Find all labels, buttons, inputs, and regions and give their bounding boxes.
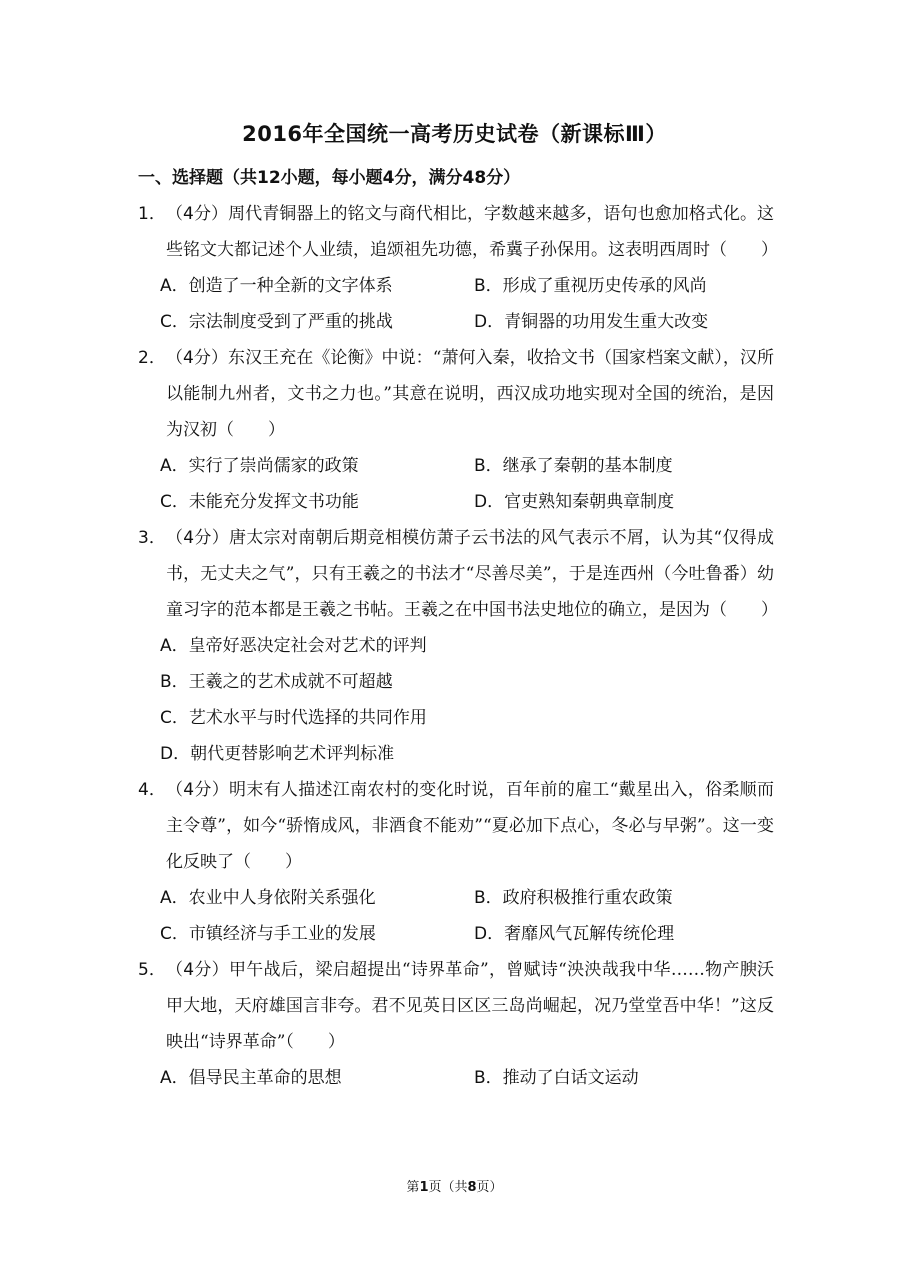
option-d — [474, 304, 788, 340]
option-letter: D． — [474, 312, 505, 332]
option-letter: A． — [160, 1068, 189, 1088]
option-text: 奢靡风气瓦解传统伦理 — [504, 924, 675, 944]
question-4 — [138, 772, 774, 952]
option-d — [474, 484, 788, 520]
option-column — [138, 628, 774, 772]
question-text-wrap — [166, 952, 774, 1060]
question-text: 唐太宗对南朝后期竞相模仿萧子云书法的风气表示不屑，认为其“仅得成书，无丈夫之气”，只有王羲之的书法才“尽善尽美”，于是连西州（今吐鲁番）幼童习字的范本都是王羲之书帖。王羲之在中国书法史地位的确立，是因为（ ） — [166, 528, 778, 620]
question-number: 4． — [138, 780, 166, 800]
option-d — [474, 916, 788, 952]
option-row — [138, 268, 774, 304]
footer-suffix: 页） — [476, 1180, 503, 1195]
question-text: 甲午战后，梁启超提出“诗界革命”，曾赋诗“泱泱哉我中华……物产腴沃甲大地，天府雄国言非夸。君不见英日区区三岛尚崛起，况乃堂堂吾中华！”这反映出“诗界革命”（ ） — [166, 960, 774, 1052]
option-d — [160, 736, 774, 772]
question-text-wrap — [166, 340, 774, 448]
option-c — [160, 484, 474, 520]
question-text-wrap — [166, 772, 774, 880]
option-c — [160, 916, 474, 952]
section-heading: 一、选择题（共12小题，每小题4分，满分48分） — [138, 168, 521, 188]
question-score: （4分） — [166, 780, 230, 800]
question-score: （4分） — [166, 348, 229, 368]
option-letter: B． — [474, 1068, 503, 1088]
option-letter: B． — [160, 672, 189, 692]
option-row — [138, 448, 774, 484]
question-number: 2． — [138, 348, 166, 368]
footer-middle: 页（共 — [428, 1180, 468, 1195]
question-text: 明末有人描述江南农村的变化时说，百年前的雇工“戴星出入，俗柔顺而主令尊”，如今“骄惰成风，非酒食不能劝”“夏必加下点心，冬必与早粥”。这一变化反映了（ ） — [166, 780, 774, 872]
option-row — [138, 916, 774, 952]
question-text: 周代青铜器上的铭文与商代相比，字数越来越多，语句也愈加格式化。这些铭文大都记述个人业绩，追颂祖先功德，希冀子孙保用。这表明西周时（ ） — [166, 204, 778, 260]
option-text: 创造了一种全新的文字体系 — [188, 276, 393, 296]
question-text-wrap — [166, 196, 778, 268]
exam-title: 2016年全国统一高考历史试卷（新课标Ⅲ） — [242, 122, 667, 146]
option-row — [138, 484, 774, 520]
option-letter: A． — [160, 276, 189, 296]
option-b — [474, 268, 788, 304]
option-c — [160, 304, 474, 340]
option-row — [138, 880, 774, 916]
question-stem — [138, 340, 774, 448]
option-letter: C． — [160, 312, 189, 332]
option-text: 倡导民主革命的思想 — [188, 1068, 342, 1088]
option-text: 王羲之的艺术成就不可超越 — [188, 672, 393, 692]
footer-prefix: 第 — [406, 1180, 420, 1195]
question-stem — [138, 520, 778, 628]
question-1 — [138, 196, 778, 340]
option-letter: C． — [160, 708, 189, 728]
option-text: 艺术水平与时代选择的共同作用 — [188, 708, 427, 728]
option-letter: A． — [160, 456, 189, 476]
page-footer — [0, 1176, 909, 1195]
option-letter: D． — [474, 924, 505, 944]
option-a — [160, 1060, 474, 1096]
option-letter: C． — [160, 492, 189, 512]
option-letter: B． — [474, 456, 503, 476]
question-3 — [138, 520, 778, 772]
footer-total-pages: 8 — [467, 1180, 477, 1195]
option-letter: C． — [160, 924, 189, 944]
question-score: （4分） — [166, 528, 230, 548]
option-a — [160, 628, 774, 664]
option-text: 皇帝好恶决定社会对艺术的评判 — [188, 636, 427, 656]
option-text: 农业中人身依附关系强化 — [188, 888, 376, 908]
question-stem — [138, 196, 778, 268]
option-letter: A． — [160, 636, 189, 656]
option-b — [474, 880, 788, 916]
question-text-wrap — [166, 520, 778, 628]
option-a — [160, 880, 474, 916]
option-text: 官吏熟知秦朝典章制度 — [504, 492, 675, 512]
option-text: 未能充分发挥文书功能 — [188, 492, 359, 512]
question-number: 1． — [138, 204, 166, 224]
option-row — [138, 1060, 774, 1096]
option-b — [160, 664, 774, 700]
footer-page-number: 1 — [419, 1180, 429, 1195]
option-letter: A． — [160, 888, 189, 908]
question-stem — [138, 952, 774, 1060]
question-score: （4分） — [166, 960, 229, 980]
option-letter: D． — [474, 492, 505, 512]
option-text: 市镇经济与手工业的发展 — [188, 924, 376, 944]
question-text: 东汉王充在《论衡》中说：“萧何入秦，收拾文书（国家档案文献），汉所以能制九州者，文书之力也。”其意在说明，西汉成功地实现对全国的统治，是因为汉初（ ） — [166, 348, 774, 440]
question-number: 3． — [138, 528, 166, 548]
question-5 — [138, 952, 774, 1096]
question-stem — [138, 772, 774, 880]
question-number: 5． — [138, 960, 166, 980]
option-text: 政府积极推行重农政策 — [502, 888, 673, 908]
option-c — [160, 700, 774, 736]
option-text: 宗法制度受到了严重的挑战 — [188, 312, 393, 332]
option-text: 继承了秦朝的基本制度 — [502, 456, 673, 476]
option-a — [160, 268, 474, 304]
option-letter: B． — [474, 276, 503, 296]
option-b — [474, 448, 788, 484]
question-score: （4分） — [166, 204, 229, 224]
option-text: 形成了重视历史传承的风尚 — [502, 276, 707, 296]
option-b — [474, 1060, 788, 1096]
option-text: 实行了崇尚儒家的政策 — [188, 456, 359, 476]
option-letter: D． — [160, 744, 191, 764]
option-text: 推动了白话文运动 — [502, 1068, 639, 1088]
option-text: 青铜器的功用发生重大改变 — [504, 312, 709, 332]
option-row — [138, 304, 774, 340]
question-list — [138, 196, 778, 1096]
question-2 — [138, 340, 774, 520]
option-letter: B． — [474, 888, 503, 908]
option-a — [160, 448, 474, 484]
option-text: 朝代更替影响艺术评判标准 — [190, 744, 395, 764]
